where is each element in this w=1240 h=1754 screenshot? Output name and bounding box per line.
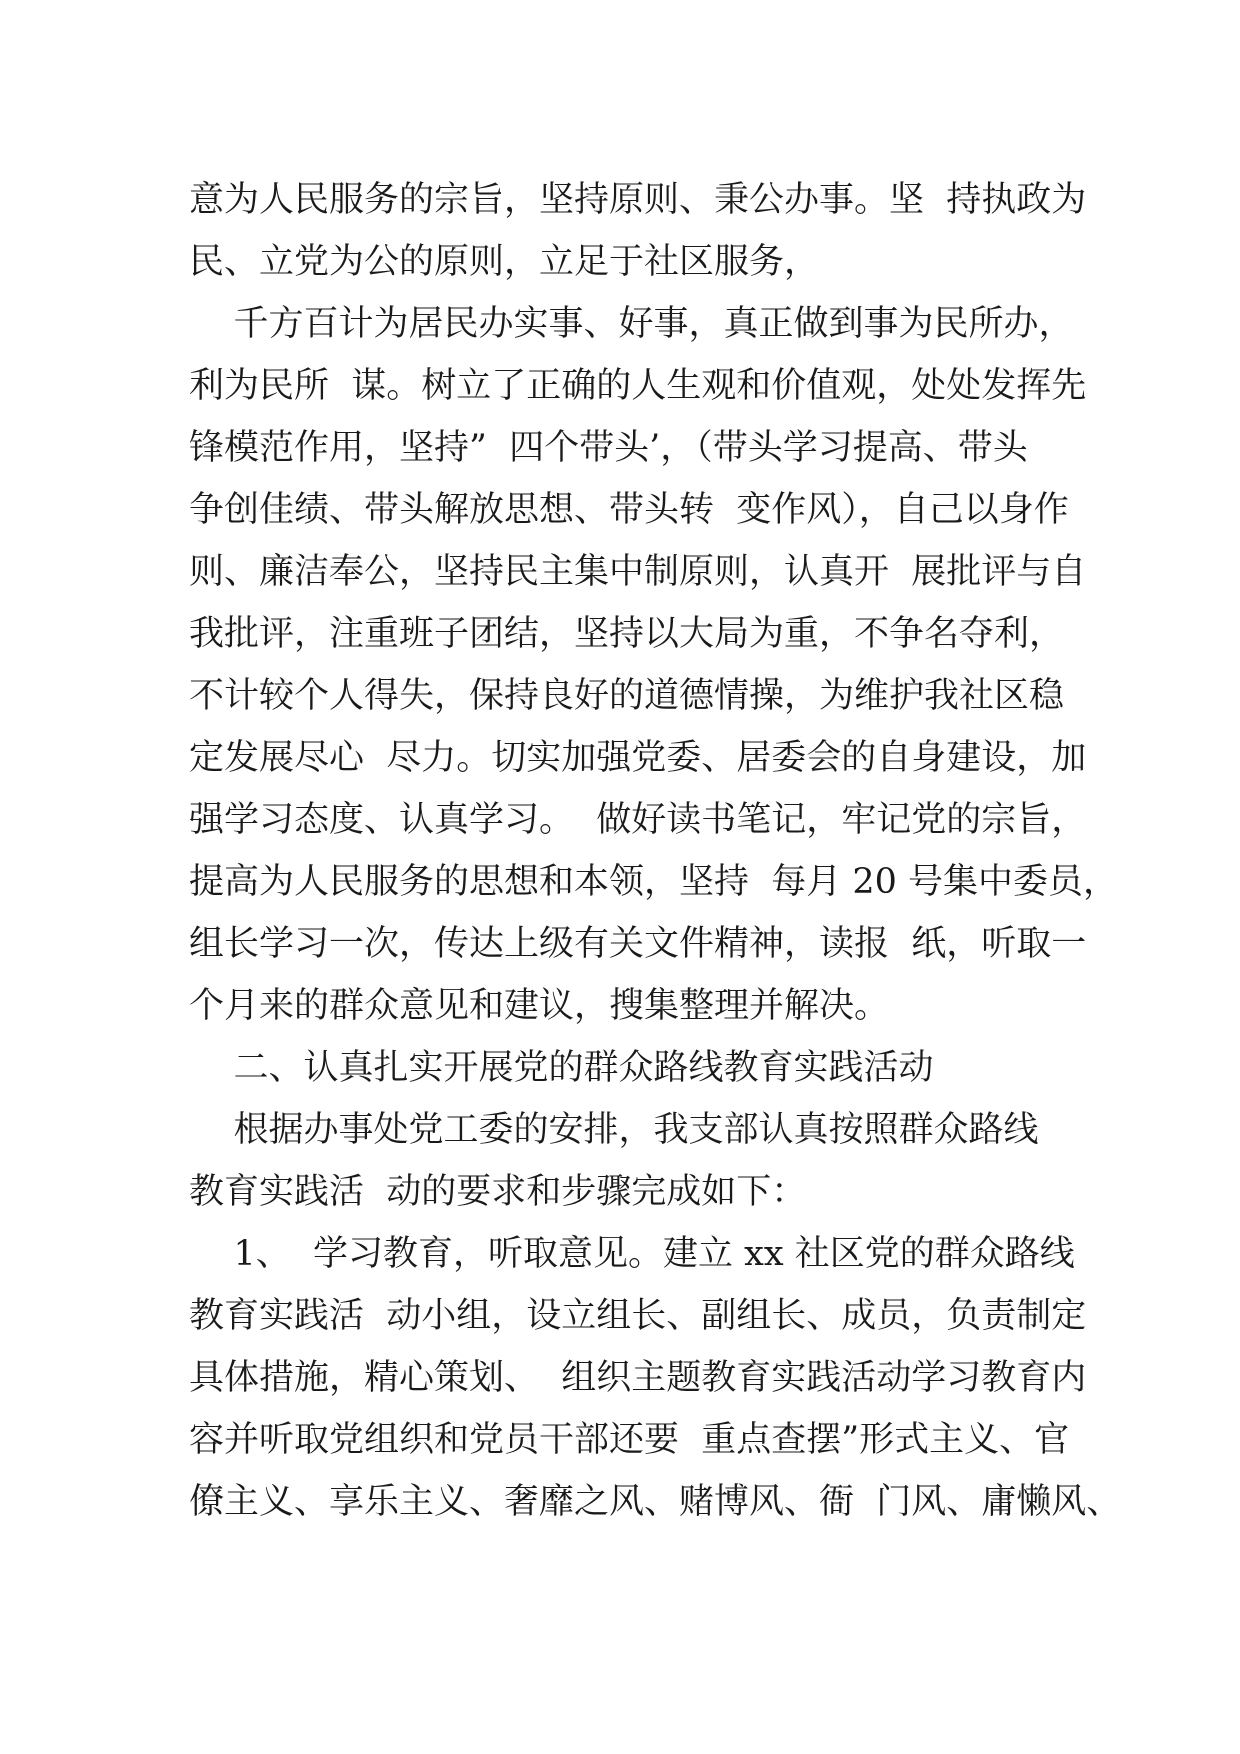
text-line: 1、 学习教育，听取意见。建立 xx 社区党的群众路线 xyxy=(189,1234,1075,1274)
text-line: 则、廉洁奉公，坚持民主集中制原则，认真开 展批评与自 xyxy=(189,552,1087,592)
text-line: 千方百计为居民办实事、好事，真正做到事为民所办， xyxy=(189,304,1074,344)
text-line: 锋模范作用，坚持” 四个带头’，（带头学习提高、带头 xyxy=(189,428,1028,468)
text-line: 利为民所 谋。树立了正确的人生观和价值观，处处发挥先 xyxy=(189,366,1087,406)
text-line: 民、立党为公的原则，立足于社区服务， xyxy=(189,242,820,282)
text-line: 个月来的群众意见和建议，搜集整理并解决。 xyxy=(189,986,890,1026)
text-line: 强学习态度、认真学习。 做好读书笔记，牢记党的宗旨， xyxy=(189,800,1087,840)
text-line: 不计较个人得失，保持良好的道德情操，为维护我社区稳 xyxy=(189,676,1065,716)
text-line: 争创佳绩、带头解放思想、带头转 变作风），自己以身作 xyxy=(189,490,1069,530)
text-line: 具体措施，精心策划、 组织主题教育实践活动学习教育内 xyxy=(189,1358,1087,1398)
text-line: 我批评，注重班子团结，坚持以大局为重，不争名夺利， xyxy=(189,614,1065,654)
section-heading: 二、认真扎实开展党的群众路线教育实践活动 xyxy=(189,1048,934,1088)
text-line: 教育实践活 动小组，设立组长、副组长、成员，负责制定 xyxy=(189,1296,1087,1336)
document-body xyxy=(189,169,1122,1533)
text-line: 教育实践活 动的要求和步骤完成如下： xyxy=(189,1172,807,1212)
text-line: 根据办事处党工委的安排，我支部认真按照群众路线 xyxy=(189,1110,1039,1150)
text-line: 意为人民服务的宗旨，坚持原则、秉公办事。坚 持执政为 xyxy=(189,180,1087,220)
text-line: 组长学习一次，传达上级有关文件精神，读报 纸，听取一 xyxy=(189,924,1087,964)
text-line: 提高为人民服务的思想和本领，坚持 每月 20 号集中委员， xyxy=(189,862,1119,902)
text-line: 定发展尽心 尽力。切实加强党委、居委会的自身建设，加 xyxy=(189,738,1087,778)
text-line: 容并听取党组织和党员干部还要 重点查摆”形式主义、官 xyxy=(189,1420,1070,1460)
text-line: 僚主义、享乐主义、奢靡之风、赌博风、衙 门风、庸懒风、 xyxy=(189,1482,1122,1522)
